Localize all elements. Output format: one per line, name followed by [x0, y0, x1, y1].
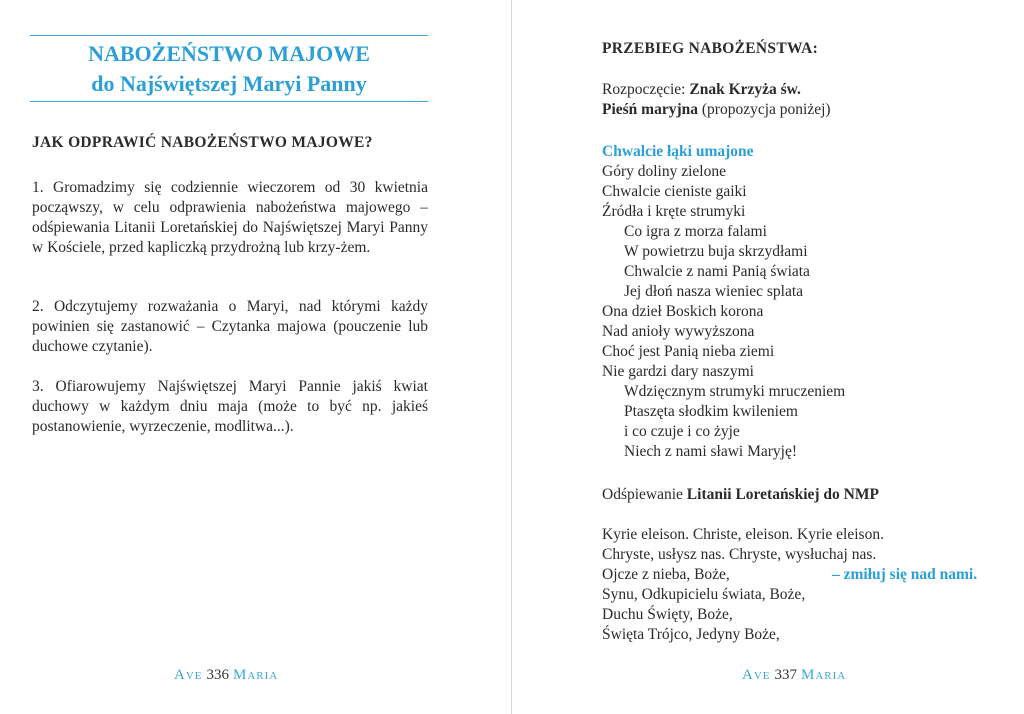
paragraph-3: 3. Ofiarowujemy Najświętszej Maryi Pannie jakiś kwiat duchowy w każdym dniu maja (może to być np. jakieś postanowienie, wyrzeczenie, modlitwa...).	[32, 378, 428, 435]
page-footer-right	[742, 667, 846, 684]
song-line: W powietrzu buja skrzydłami	[624, 243, 808, 260]
intro2-bold: Pieśń maryjna	[602, 101, 699, 118]
song-line: Ptaszęta słodkim kwileniem	[624, 403, 798, 420]
song-line: Nie gardzi dary naszymi	[602, 363, 754, 380]
paragraph-2: 2. Odczytujemy rozważania o Maryi, nad którymi każdy powinien się zastanowić – Czytanka majowa (pouczenie lub duchowe czytanie).	[32, 298, 428, 355]
section-heading-right: PRZEBIEG NABOŻEŃSTWA:	[602, 40, 819, 57]
page-title	[30, 39, 428, 99]
intro2-rest: (propozycja poniżej)	[701, 101, 831, 118]
song-line: Niech z nami sławi Maryję!	[624, 443, 798, 460]
footer-maria: Maria	[801, 667, 847, 683]
song-line: Góry doliny zielone	[602, 163, 726, 180]
song-line: Ona dzieł Boskich korona	[602, 303, 764, 320]
litany-line: Chryste, usłysz nas. Chryste, wysłuchaj nas.	[602, 546, 877, 563]
litany-line: Święta Trójco, Jedyny Boże,	[602, 626, 780, 643]
litany-line: Synu, Odkupicielu świata, Boże,	[602, 586, 806, 603]
intro-label: Rozpoczęcie:	[602, 81, 686, 98]
litany-intro	[602, 485, 879, 505]
song-line: Chwalcie z nami Panią świata	[624, 263, 810, 280]
song-line: Choć jest Panią nieba ziemi	[602, 343, 775, 360]
song-line: Źródła i kręte strumyki	[602, 203, 746, 220]
footer-ave: Ave	[742, 667, 771, 683]
page-footer-left	[174, 667, 278, 684]
footer-maria: Maria	[233, 667, 279, 683]
litany-response: – zmiłuj się nad nami.	[832, 566, 978, 583]
intro-line-2	[602, 100, 831, 120]
page-number: 336	[206, 667, 229, 683]
page-number: 337	[774, 667, 797, 683]
litany-intro-bold: Litanii Loretańskiej do NMP	[686, 486, 879, 503]
song-line: Nad anioły wywyższona	[602, 323, 755, 340]
litany-line: Kyrie eleison. Christe, eleison. Kyrie eleison.	[602, 526, 884, 543]
title-line-2: do Najświętszej Maryi Panny	[91, 71, 367, 96]
song-line: i co czuje i co żyje	[624, 423, 740, 440]
litany-line: Ojcze z nieba, Boże,	[602, 566, 730, 583]
litany-intro-label: Odśpiewanie	[602, 486, 683, 503]
litany-line: Duchu Święty, Boże,	[602, 606, 733, 623]
title-rule-bottom	[30, 101, 428, 102]
intro-line-1	[602, 80, 801, 100]
song-line: Co igra z morza falami	[624, 223, 767, 240]
section-heading: JAK ODPRAWIĆ NABOŻEŃSTWO MAJOWE?	[32, 134, 373, 151]
paragraph-1: 1. Gromadzimy się codziennie wieczorem od 30 kwietnia począwszy, w celu odprawienia nabożeństwa majowego – odśpiewania Litanii Loretańskiej do Najświętszej Maryi Panny w Kościele, przed kapliczką przydrożną lub krzy-żem.	[32, 179, 428, 256]
intro-bold: Znak Krzyża św.	[689, 81, 801, 98]
song-line: Jej dłoń nasza wieniec splata	[624, 283, 804, 300]
song-line: Wdzięcznym strumyki mruczeniem	[624, 383, 846, 400]
title-line-1: NABOŻEŃSTWO MAJOWE	[88, 41, 370, 66]
song-title: Chwalcie łąki umajone	[602, 143, 754, 160]
title-rule-top	[30, 35, 428, 36]
right-page	[514, 0, 1024, 714]
footer-ave: Ave	[174, 667, 203, 683]
song-line: Chwalcie cieniste gaiki	[602, 183, 747, 200]
